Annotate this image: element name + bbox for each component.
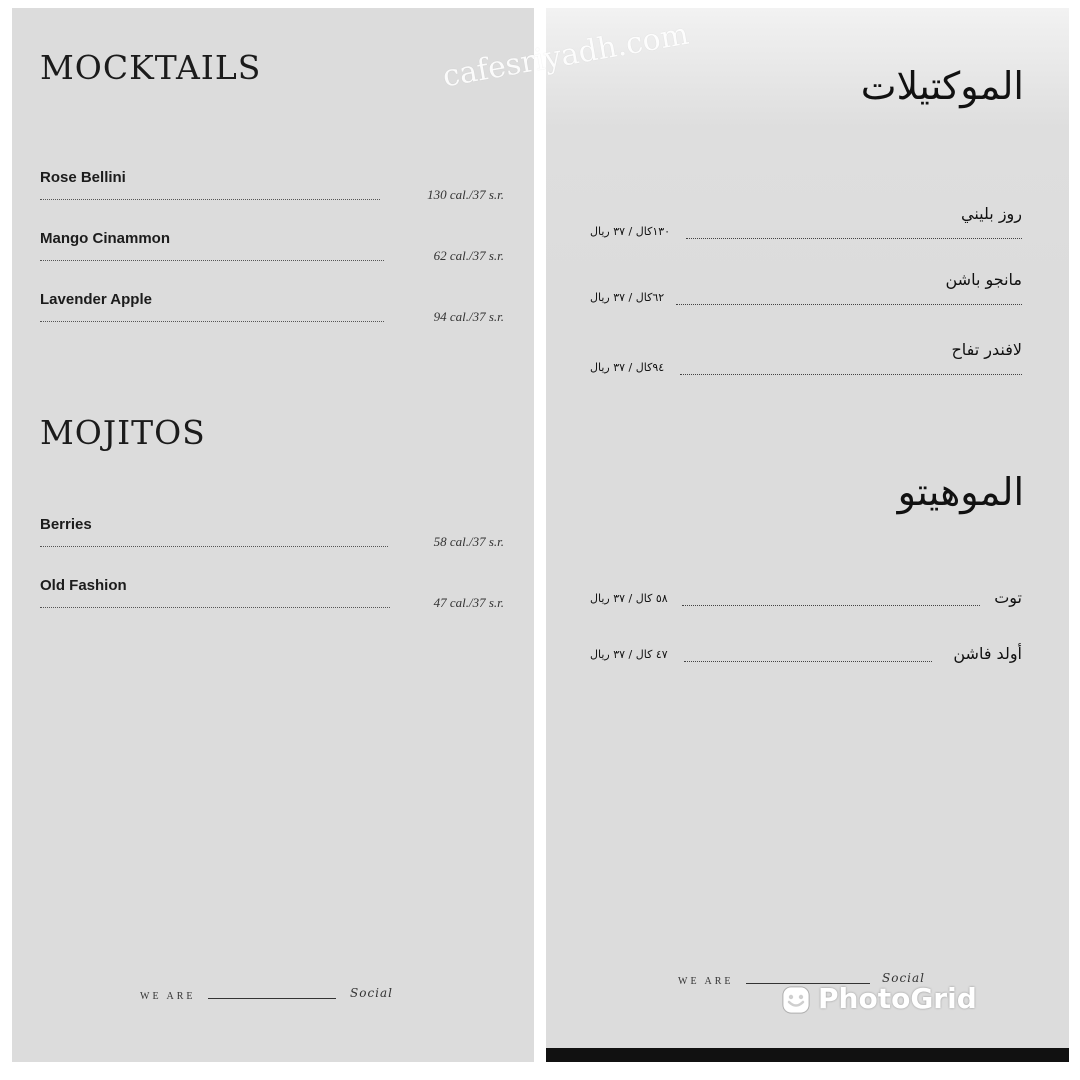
we-are-label: WE ARE: [140, 991, 196, 1002]
menu-item: [40, 291, 504, 335]
menu-item: [590, 204, 1022, 244]
menu-item: [40, 230, 504, 274]
mojitos-title-arabic: الموهيتو: [897, 470, 1024, 514]
item-price: ١٣٠كال / ٣٧ ريال: [590, 225, 671, 238]
item-price: 62 cal./37 s.r.: [433, 248, 504, 263]
item-price: ٤٧ كال / ٣٧ ريال: [590, 648, 668, 661]
we-are-label: WE ARE: [678, 976, 734, 987]
menu-item: [590, 588, 1022, 612]
item-price: 94 cal./37 s.r.: [433, 309, 504, 324]
item-price: 130 cal./37 s.r.: [427, 187, 504, 202]
dotted-leader: [40, 607, 390, 608]
item-price: ٦٢كال / ٣٧ ريال: [590, 291, 665, 304]
social-label: Social: [350, 986, 393, 1000]
menu-item: [40, 577, 504, 621]
mocktails-title-arabic: الموكتيلات: [860, 64, 1024, 108]
item-name: Mango Cinammon: [40, 230, 170, 247]
footer-we-are-social: [140, 988, 410, 1008]
item-price: ٩٤كال / ٣٧ ريال: [590, 361, 665, 374]
dotted-leader: [40, 321, 384, 322]
item-price: 58 cal./37 s.r.: [433, 534, 504, 549]
menu-item: [590, 644, 1022, 668]
item-name: Rose Bellini: [40, 169, 126, 186]
social-label: Social: [882, 971, 925, 985]
dotted-leader: [40, 546, 388, 547]
item-name: أولد فاشن: [953, 644, 1022, 663]
item-name: مانجو باشن: [945, 270, 1022, 289]
menu-item: [590, 270, 1022, 310]
dotted-leader: [684, 661, 932, 662]
menu-page-arabic: [546, 8, 1069, 1062]
menu-item: [40, 516, 504, 560]
bottom-bar: [546, 1048, 1069, 1062]
dotted-leader: [40, 199, 380, 200]
mojitos-title: MOJITOS: [40, 413, 206, 452]
item-name: روز بليني: [960, 204, 1022, 223]
item-name: Lavender Apple: [40, 291, 152, 308]
dotted-leader: [686, 238, 1022, 239]
photogrid-label: PhotoGrid: [818, 982, 977, 1015]
menu-page-english: [12, 8, 534, 1062]
item-name: لافندر تفاح: [951, 340, 1022, 359]
mocktails-title: MOCKTAILS: [40, 48, 262, 87]
item-name: Old Fashion: [40, 577, 127, 594]
menu-item: [590, 340, 1022, 380]
item-name: توت: [994, 588, 1022, 607]
menu-item: [40, 169, 504, 213]
footer-line: [208, 998, 336, 999]
item-price: 47 cal./37 s.r.: [433, 595, 504, 610]
item-name: Berries: [40, 516, 92, 533]
dotted-leader: [40, 260, 384, 261]
dotted-leader: [676, 304, 1022, 305]
dotted-leader: [680, 374, 1022, 375]
item-price: ٥٨ كال / ٣٧ ريال: [590, 592, 668, 605]
watermark-text: cafesriyadh.com: [440, 16, 692, 95]
dotted-leader: [682, 605, 980, 606]
smiley-icon: [782, 986, 810, 1014]
